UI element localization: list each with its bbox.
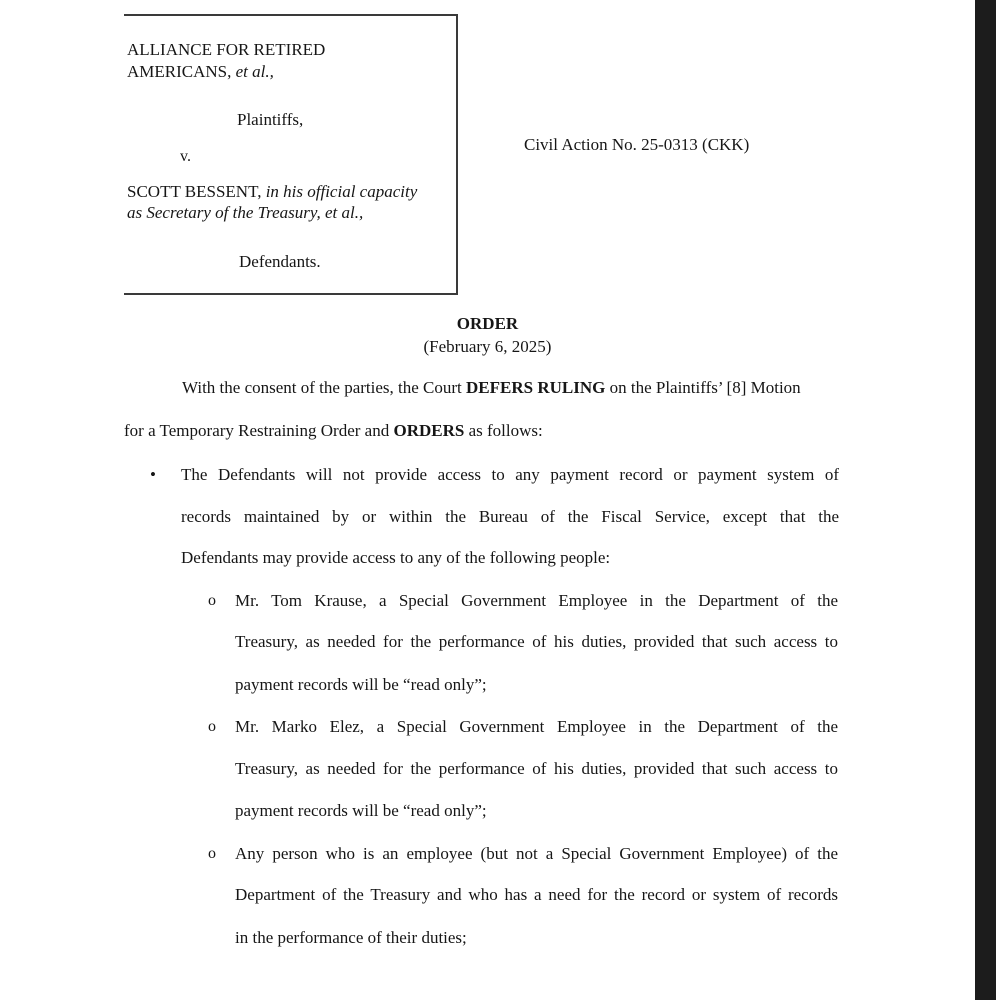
- order-title: ORDER: [456, 314, 519, 333]
- sub-item-1-line-2: Treasury, as needed for the performance of his duties, provided that such access to: [235, 632, 838, 651]
- bullet-line-1: The Defendants will not provide access to any payment record or payment system of: [181, 465, 839, 484]
- sub-item-1-line-3: payment records will be “read only”;: [235, 675, 487, 694]
- intro-line2: [124, 421, 543, 441]
- civil-action-number: Civil Action No. 25-0313 (CKK): [524, 135, 750, 154]
- plaintiff-et-al: et al.,: [235, 62, 274, 81]
- window-edge-bar: [975, 0, 996, 1000]
- sub-item-marker: o: [208, 845, 216, 862]
- defendant-name: SCOTT BESSENT,: [127, 182, 262, 201]
- sub-item-marker: o: [208, 718, 216, 735]
- order-date: (February 6, 2025): [423, 337, 552, 356]
- sub-item-2-line-2: Treasury, as needed for the performance of his duties, provided that such access to: [235, 759, 838, 778]
- defendant-capacity-line2: as Secretary of the Treasury, et al.,: [127, 203, 364, 222]
- sub-item-2-line-3: payment records will be “read only”;: [235, 801, 487, 820]
- defendant-capacity-line1: in his official capacity: [265, 182, 418, 201]
- sub-item-1-line-1: Mr. Tom Krause, a Special Government Employee in the Department of the: [235, 591, 838, 610]
- plaintiffs-label: Plaintiffs,: [237, 110, 304, 129]
- sub-item-3-line-2: Department of the Treasury and who has a need for the record or system of records: [235, 885, 838, 904]
- intro-text-3: for a Temporary Restraining Order and: [124, 421, 394, 440]
- plaintiff-name-line1: ALLIANCE FOR RETIRED: [127, 40, 326, 59]
- bullet-line-3: Defendants may provide access to any of the following people:: [181, 548, 611, 567]
- intro-bold-orders: ORDERS: [393, 421, 465, 440]
- bullet-marker: •: [150, 465, 156, 484]
- sub-item-3-line-3: in the performance of their duties;: [235, 928, 467, 947]
- plaintiff-name-line2: [127, 62, 274, 82]
- intro-text-1: With the consent of the parties, the Court: [182, 378, 466, 397]
- sub-item-2-line-1: Mr. Marko Elez, a Special Government Employee in the Department of the: [235, 717, 838, 736]
- intro-text-4: as follows:: [464, 421, 543, 440]
- sub-item-marker: o: [208, 592, 216, 609]
- intro-line1: [182, 378, 801, 398]
- sub-item-3-line-1: Any person who is an employee (but not a Special Government Employee) of the: [235, 844, 838, 863]
- bullet-line-2: records maintained by or within the Bureau of the Fiscal Service, except that the: [181, 507, 839, 526]
- intro-text-2: on the Plaintiffs’ [8] Motion: [605, 378, 801, 397]
- versus-label: v.: [180, 148, 191, 165]
- defendants-label: Defendants.: [239, 252, 321, 271]
- plaintiff-name-text: AMERICANS,: [127, 62, 232, 81]
- defendant-name-line1: [127, 182, 417, 202]
- intro-bold-defers-ruling: DEFERS RULING: [466, 378, 606, 397]
